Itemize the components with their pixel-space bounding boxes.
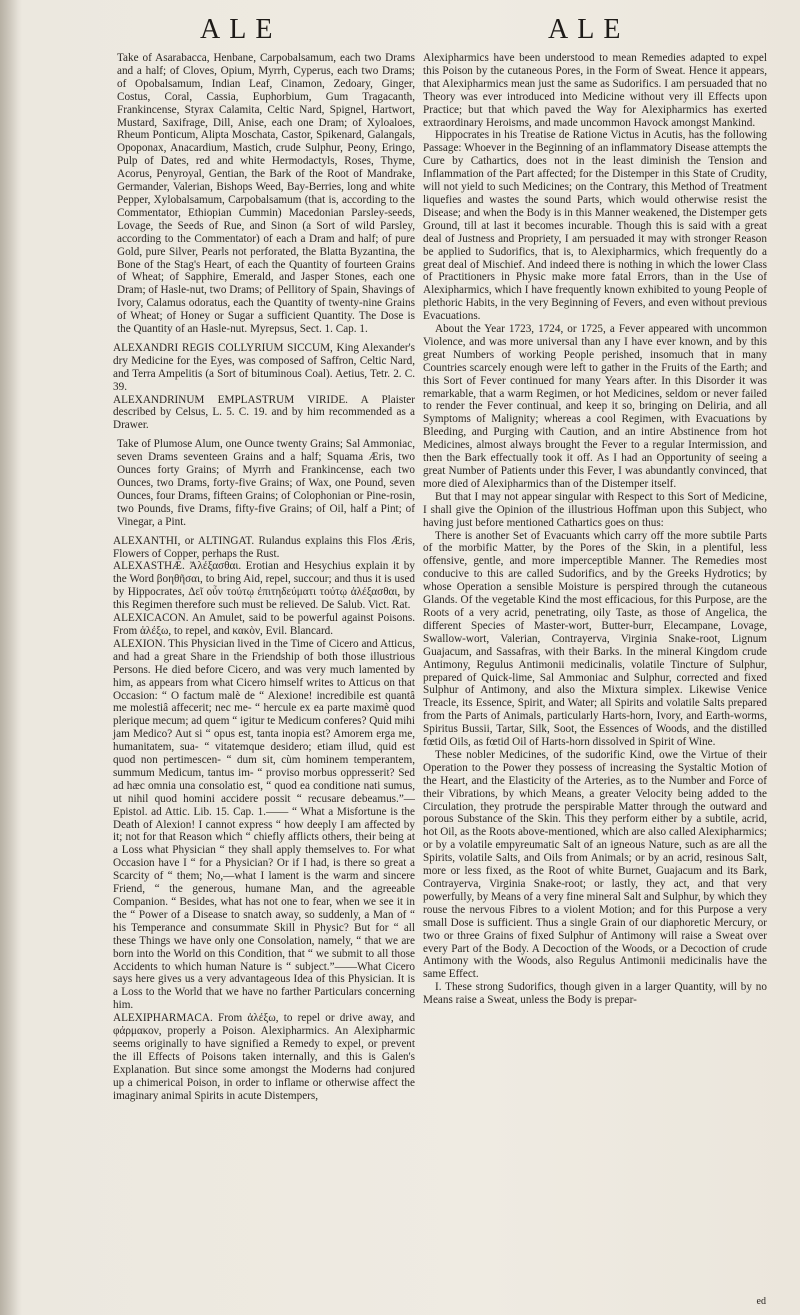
- running-head-left: ALE: [200, 14, 282, 45]
- body-paragraph: Alexipharmics have been understood to mean Remedies adapted to expel this Poison by the cutaneous Pores, in the Form of Sweat. Hence it appears, that Alexipharmics mean just the same as Sudorifics. I am persuaded that no Theory was ever introduced into Medicine without very ill Effects upon Practice; but that which paved the Way for Alexipharmics has exerted extraordinary Heroisms, and made uncommon Havock amongst Mankind.: [423, 52, 767, 129]
- catchword: ed: [756, 1296, 766, 1307]
- entry-paragraph: ALEXION. This Physician lived in the Time of Cicero and Atticus, and had a great Share in the Friendship of both those illustrious Persons. He died before Cicero, and was very much lamented by him, as appears from what Cicero himself writes to Atticus on that Occasion: “ O factum malè de “ Alexione! incredibile est quantâ me molestiâ affecerit; nec me- “ hercule ex ea parte maximè quod plerique mecum; ad quem “ igitur te Medicum conferes? Quid mihi jam Medico? Aut si “ opus est, tanta inopia est? Amorem erga me, humanitatem, sua- “ vitatemque desidero; etiam illud, quid est quod non pertimescen- “ dum sit, cùm hominem temperantem, summum Medicum, tantus im- “ proviso morbus oppresserit? Sed ad hæc omnia una consolatio est, “ quod ea conditione nati sumus, ut nihil quod homini accidere possit “ recusare debeamus.”—Epistol. ad Attic. Lib. 15. Cap. 1.—— “ What a Misfortune is the Death of Alexion! I cannot express “ how deeply I am affected by it; not for that Reason which “ chiefly afflicts others, their being at a Loss what Physician “ they shall apply themselves to. For what Occasion have I “ for a Physician? Or if I had, is there so great a Scarcity of “ them; No,—what I lament is the warm and sincere Friend, “ the generous, humane Man, and the agreeable Companion. “ Besides, what has not one to fear, when we see it in the “ Power of a Disease to snatch away, so suddenly, a Man of “ his Temperance and consummate Skill in Physic? But for “ all these Things we have only one Consolation, namely, “ that we are born into the World on this Condition, that “ we submit to all those Accidents to which human Nature is “ subject.”——What Cicero says here gives us a very advantageous Idea of this Physician. It is a Loss to the World that we have no farther Particulars concerning him.: [113, 637, 415, 1012]
- entry-paragraph: ALEXANTHI, or ALTINGAT. Rulandus explains this Flos Æris, Flowers of Copper, perhaps the Rust.: [113, 534, 415, 560]
- body-paragraph: I. These strong Sudorifics, though given in a larger Quantity, will by no Means raise a Sweat, unless the Body is prepar-: [423, 981, 767, 1007]
- body-paragraph: There is another Set of Evacuants which carry off the more subtile Parts of the morbific Matter, by the Pores of the Skin, in a plentiful, less offensive, gentle, and more imperceptible Manner. The Remedies most conducive to this are called Sudorifics, and by the Greeks Hydrotics; by whose Operation a sensible Moisture is perspired through the cutaneous Glands. Of the vegetable Kind the most efficacious, for this Purpose, are the Roots of a very acrid, penetrating, oily Taste, as those of Angelica, the different Species of Master-wort, Butter-burr, Elecampane, Lovage, Swallow-wort, Valerian, Contrayerva, Virginia Snake-root, Lignum Guajacum, and Sassafras, with their Barks. In the mineral Kingdom crude Antimony, Regulus Antimonii medicinalis, volatile Tincture of Sulphur, prepared of Quick-lime, Sal Ammoniac and Sulphur, corrected and fixed Sulphur of Antimony, and also the Mixtura simplex. Likewise Venice Treacle, its Essence, Spirit, and Water; all Spirits and volatile Salts prepared from the Parts of Animals, particularly Harts-horn, Ivory, and Earth-worms, Spiritus Bussii, Tartar, Silk, Soot, the Essences of Woods, and the distilled fœtid Oils, as fœtid Oil of Harts-horn dissolved in Spirit of Wine.: [423, 529, 767, 749]
- body-paragraph: These nobler Medicines, of the sudorific Kind, owe the Virtue of their Operation to the Power they possess of increasing the Systaltic Motion of the Heart, and the Elasticity of the Arteries, as to the Number and Force of their Vibrations, by which Means, a greater Velocity being added to the Circulation, they protrude the perspirable Matter through the outward and porous Substance of the Skin. This they perform either by a subtile, acrid, hot Oil, as the Roots above-mentioned, which are also called Alexipharmics; or by a volatile empyreumatic Salt of an igneous Nature, such as are all the Spirits, volatile Salts, and Oils from Animals; or by an acrid, resinous Salt, more or less fixed, as the Root of white Burnet, Guajacum and its Bark, Contrayerva, Virginia Snake-root; or lastly, they act, and that very powerfully, by Means of a very fine mineral Salt and Sulphur, by which they rouse the nervous Fibres to a violent Motion; and for this Purpose a very small Dose is sufficient. Thus a single Grain of our diaphoretic Mercury, or two or three Grains of fixed Sulphur of Antimony will raise a Sweat over every Part of the Body. A Decoction of the Woods, or a Decoction of crude Antimony with the Woods, also Regulus Antimonii medicinalis have the same Effect.: [423, 748, 767, 981]
- running-head-right: ALE: [548, 14, 630, 45]
- recipe-paragraph: Take of Plumose Alum, one Ounce twenty Grains; Sal Ammoniac, seven Drams seventeen Grains and a half; Squama Æris, two Ounces forty Grains; of Myrrh and Frankincense, each two Ounces, two Drams, forty-five Grains; of Wax, one Pound, seven Ounces, four Drams, fifteen Grains; of Colophonian or Pine-rosin, two Pounds, five Drams, fifty-five Grains; of Oil, half a Pint; of Vinegar, a Pint.: [117, 438, 415, 528]
- body-paragraph: About the Year 1723, 1724, or 1725, a Fever appeared with uncommon Violence, and was more universal than any I have ever known, and by this great Numbers of working People perished, insomuch that in many Countries scarcely enough were left to gather in the Fruits of the Earth; and this Sort of Fever continued for many Years after. In this Disorder it was remarkable, that a warm Regimen, or hot Medicines, seldom or never failed to render the Fever continual, and keep it so, bringing on Deliria, and all Symptoms of Malignity; whereas a cool Regimen, with Evacuations by Bleeding, and Purging with Caution, and an intire Abstinence from hot Medicines, almost always brought the Fever to a regular Intermission, and then the Bark effectually took it off. As I had an Opportunity of seeing a great Number of Patients under this Fever, I was abundantly convinced, that more died of Alexipharmics than of the Distemper itself.: [423, 323, 767, 490]
- entry-paragraph: ALEXICACON. An Amulet, said to be powerful against Poisons. From ἀλέξω, to repel, and κακὸν, Evil. Blancard.: [113, 612, 415, 637]
- body-paragraph: Hippocrates in his Treatise de Ratione Victus in Acutis, has the following Passage: Whoever in the Beginning of an inflammatory Disease attempts the Cure by Cathartics, does not in the least diminish the Tension and Inflammation of the Part affected; for the Distemper in this State of Crudity, will not yield to such Medicines; on the Contrary, this Method of Treatment liquefies and wastes the sound Parts, which would otherwise resist the Disease; and when the Body is in this Manner weakened, the Distemper gets Ground, till at last it becomes incurable. Though this is said with a great deal of Justness and Propriety, I am persuaded it may with stronger Reason be applied to Sudorifics, that is, to Alexipharmics, which frequently do a great deal of Mischief. And indeed there is nothing in which the lower Class of Practitioners in Physic make more fatal Errors, than in the Use of Alexipharmics, which I have frequently known exhibited to young People of plethoric Habits, in the very Beginning of Fevers, and even without previous Evacuations.: [423, 129, 767, 323]
- entry-paragraph: ALEXASTHÆ. Ἀλέξασθαι. Erotian and Hesychius explain it by the Word βοηθῆσαι, to bring Aid, repel, succour; and thus it is used by Hippocrates, Δεῖ οὖν τούτῳ ἐπιτηδεύματι τούτῳ ἀλέξασθαι, by this Regimen therefore such must be relieved. De Salub. Vict. Rat.: [113, 560, 415, 612]
- left-column: [113, 52, 415, 1103]
- recipe-paragraph: Take of Asarabacca, Henbane, Carpobalsamum, each two Drams and a half; of Cloves, Opium, Myrrh, Cyperus, each two Drams; of Opobalsamum, Indian Leaf, Cinamon, Zedoary, Ginger, Costus, Coral, Cassia, Euphorbium, Gum Tragacanth, Frankincense, Styrax Calamita, Celtic Nard, Spignel, Hartwort, Mustard, Saxifrage, Dill, Anise, each one Dram; of Xyloaloes, Rheum Ponticum, Alipta Moschata, Castor, Spikenard, Galangals, Opoponax, Anacardium, Mastich, crude Sulphur, Peony, Eringo, Pulp of Dates, red and white Hermodactyls, Roses, Thyme, Acorus, Penyroyal, Gentian, the Bark of the Root of Mandrake, Germander, Valerian, Bishops Weed, Bay-Berries, long and white Pepper, Xylobalsamum, Carpobalsamum (that is, according to the Commentator, Ethiopian Cummin) Macedonian Parsley-seeds, Lovage, the Seeds of Rue, and Sinon (a Sort of wild Parsley, according to the Commentator) of each a Dram and half; of pure Gold, pure Silver, Pearls not perforated, the Blatta Byzantina, the Bone of the Stag's Heart, of each the Quantity of fourteen Grains of Wheat; of Sapphire, Emerald, and Jasper Stones, each one Dram; of Hasle-nut, two Drams; of Pellitory of Spain, Shavings of Ivory, Calamus odoratus, each the Quantity of twenty-nine Grains of Wheat; of Honey or Sugar a sufficient Quantity. The Dose is the Quantity of an Hasle-nut. Myrepsus, Sect. 1. Cap. 1.: [117, 52, 415, 336]
- right-column: [423, 52, 767, 1007]
- binding-shadow: [0, 0, 22, 1315]
- body-paragraph: But that I may not appear singular with Respect to this Sort of Medicine, I shall give the Opinion of the illustrious Hoffman upon this Subject, who having just before mentioned Cathartics goes on thus:: [423, 490, 767, 529]
- entry-paragraph: ALEXANDRINUM EMPLASTRUM VIRIDE. A Plaister described by Celsus, L. 5. C. 19. and by him recommended as a Drawer.: [113, 393, 415, 432]
- entry-paragraph: ALEXIPHARMACA. From ἀλέξω, to repel or drive away, and φάρμακον, properly a Poison. Alexipharmics. An Alexipharmic seems originally to have signified a Remedy to expel, or prevent the ill Effects of Poisons taken internally, and this is Galen's Explanation. But since some amongst the Moderns had conjured up a chimerical Poison, in order to inflame or otherwise affect the imaginary animal Spirits in acute Distempers,: [113, 1012, 415, 1102]
- entry-paragraph: ALEXANDRI REGIS COLLYRIUM SICCUM, King Alexander's dry Medicine for the Eyes, was composed of Saffron, Celtic Nard, and Terra Ampelitis (a Sort of bituminous Coal). Aetius, Tetr. 2. C. 39.: [113, 341, 415, 393]
